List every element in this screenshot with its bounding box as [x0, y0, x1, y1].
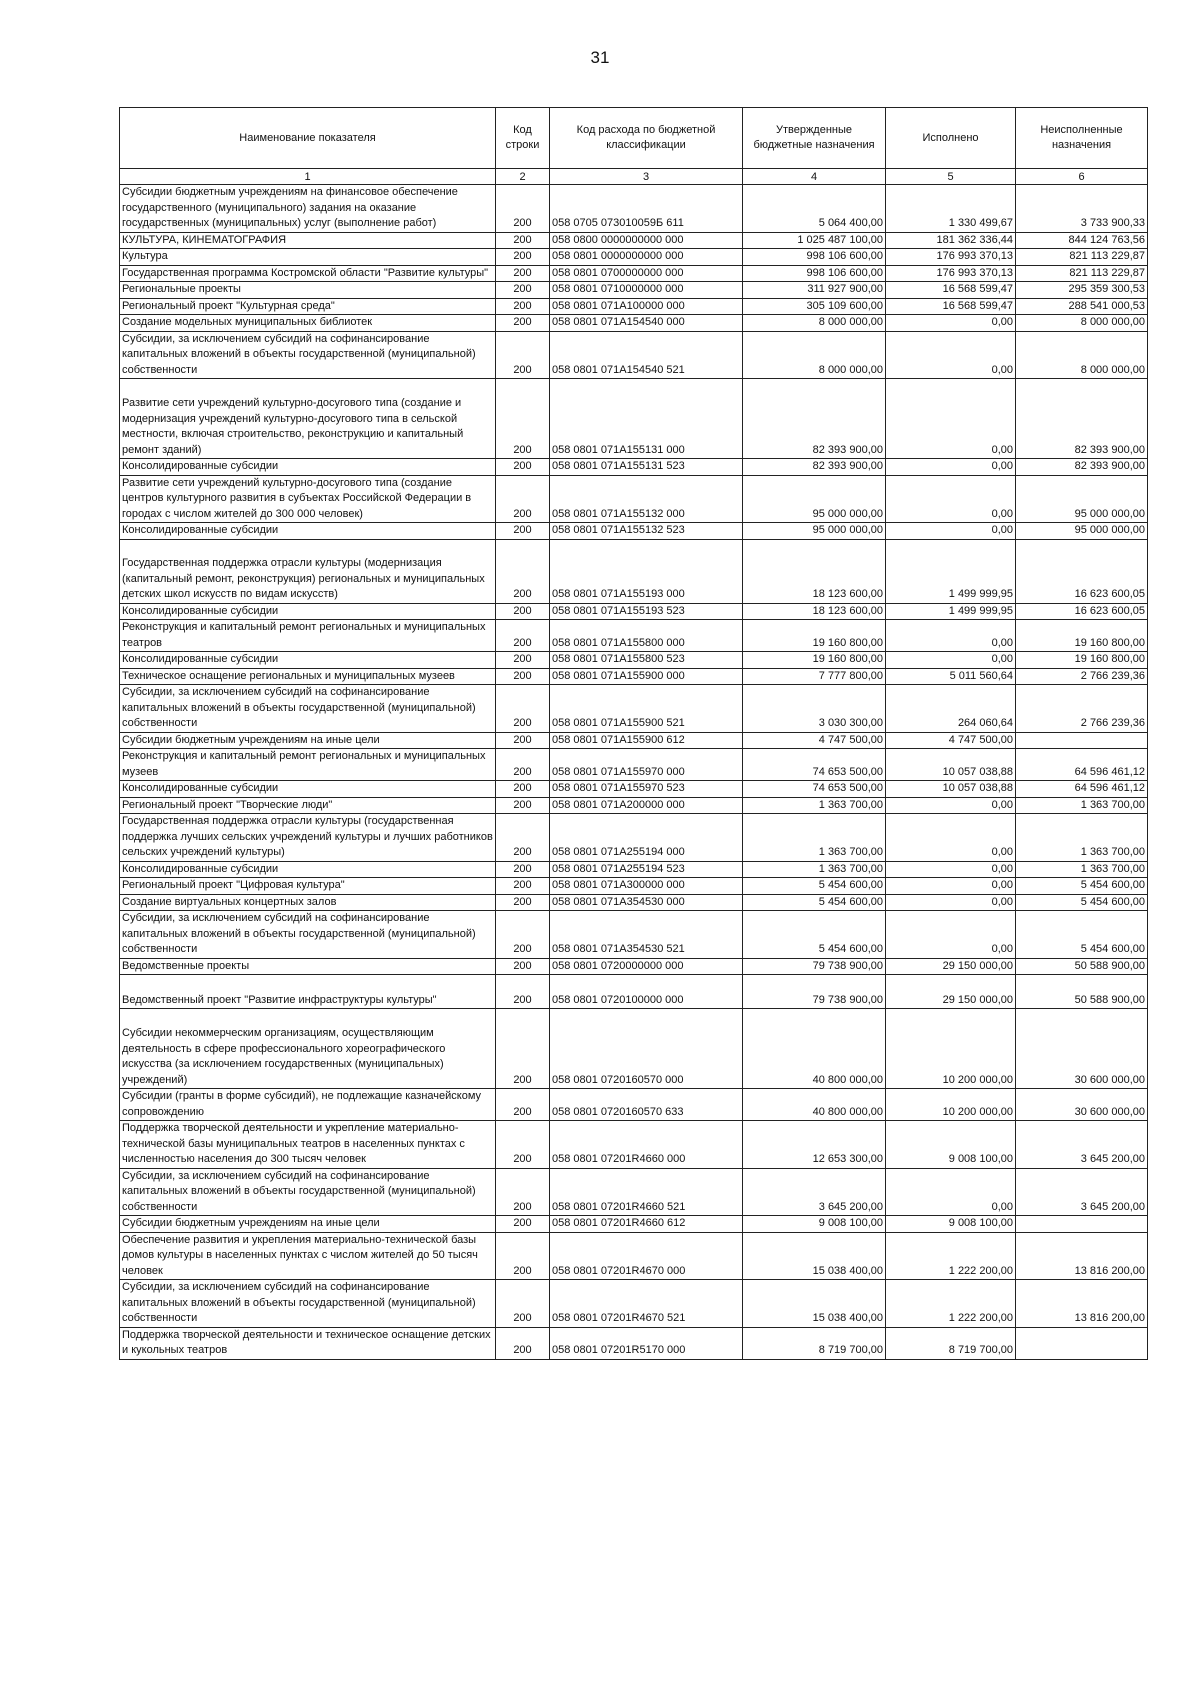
row-unexecuted-amount: 82 393 900,00	[1016, 459, 1148, 476]
row-unexecuted-amount: 16 623 600,05	[1016, 603, 1148, 620]
table-body	[120, 185, 1148, 1360]
table-row	[120, 975, 1148, 1009]
row-name: Реконструкция и капитальный ремонт региональных и муниципальных театров	[120, 620, 496, 652]
row-unexecuted-amount	[1016, 732, 1148, 749]
row-name: Субсидии бюджетным учреждениям на иные цели	[120, 732, 496, 749]
row-name: Развитие сети учреждений культурно-досугового типа (создание центров культурного развития в субъектах Российской Федерации в городах с числом жителей до 300 000 человек)	[120, 475, 496, 523]
column-number: 1	[120, 169, 496, 185]
table-row	[120, 232, 1148, 249]
row-code: 200	[496, 539, 550, 603]
row-approved-amount: 40 800 000,00	[743, 1009, 886, 1089]
row-code: 200	[496, 232, 550, 249]
row-code: 200	[496, 1089, 550, 1121]
row-unexecuted-amount: 3 733 900,33	[1016, 185, 1148, 233]
row-name: Техническое оснащение региональных и муниципальных музеев	[120, 668, 496, 685]
row-approved-amount: 8 719 700,00	[743, 1327, 886, 1359]
row-executed-amount: 0,00	[886, 652, 1016, 669]
table-row	[120, 797, 1148, 814]
row-classification-code: 058 0801 0720160570 000	[550, 1009, 743, 1089]
row-approved-amount: 79 738 900,00	[743, 958, 886, 975]
row-name: Обеспечение развития и укрепления материально-технической базы домов культуры в населенных пунктах с числом жителей до 50 тысяч человек	[120, 1232, 496, 1280]
row-name: Ведомственный проект "Развитие инфраструктуры культуры"	[120, 975, 496, 1009]
table-row	[120, 878, 1148, 895]
row-approved-amount: 74 653 500,00	[743, 781, 886, 798]
row-name: Поддержка творческой деятельности и техническое оснащение детских и кукольных театров	[120, 1327, 496, 1359]
table-row	[120, 1280, 1148, 1328]
row-classification-code: 058 0801 07201R4670 000	[550, 1232, 743, 1280]
row-classification-code: 058 0705 073010059Б 611	[550, 185, 743, 233]
table-row	[120, 620, 1148, 652]
row-unexecuted-amount: 64 596 461,12	[1016, 749, 1148, 781]
row-name: Субсидии некоммерческим организациям, осуществляющим деятельность в сфере профессионального хореографического искусства (за исключением государственных (муниципальных) учреждений)	[120, 1009, 496, 1089]
row-code: 200	[496, 1121, 550, 1169]
table-row	[120, 1168, 1148, 1216]
table-row	[120, 1216, 1148, 1233]
table-row	[120, 861, 1148, 878]
table-row	[120, 331, 1148, 379]
table-row	[120, 1009, 1148, 1089]
row-executed-amount: 29 150 000,00	[886, 958, 1016, 975]
row-classification-code: 058 0801 071А154540 000	[550, 315, 743, 332]
row-classification-code: 058 0801 071А154540 521	[550, 331, 743, 379]
row-code: 200	[496, 523, 550, 540]
row-unexecuted-amount: 13 816 200,00	[1016, 1232, 1148, 1280]
table-row	[120, 958, 1148, 975]
row-unexecuted-amount: 1 363 700,00	[1016, 861, 1148, 878]
row-approved-amount: 79 738 900,00	[743, 975, 886, 1009]
row-classification-code: 058 0801 071А354530 000	[550, 894, 743, 911]
row-unexecuted-amount: 13 816 200,00	[1016, 1280, 1148, 1328]
row-classification-code: 058 0801 071А155900 612	[550, 732, 743, 749]
row-code: 200	[496, 749, 550, 781]
row-approved-amount: 3 030 300,00	[743, 685, 886, 733]
row-name: Развитие сети учреждений культурно-досугового типа (создание и модернизация учреждений культурно-досугового типа в сельской местности, включая строительство, реконструкцию и капитальный ремонт зданий)	[120, 379, 496, 459]
table-row	[120, 603, 1148, 620]
row-classification-code: 058 0801 071А155132 523	[550, 523, 743, 540]
row-classification-code: 058 0801 071А155970 000	[550, 749, 743, 781]
table-row	[120, 732, 1148, 749]
row-unexecuted-amount: 1 363 700,00	[1016, 797, 1148, 814]
row-name: Субсидии (гранты в форме субсидий), не подлежащие казначейскому сопровождению	[120, 1089, 496, 1121]
row-classification-code: 058 0801 0710000000 000	[550, 282, 743, 299]
row-executed-amount: 0,00	[886, 379, 1016, 459]
row-classification-code: 058 0801 071А155970 523	[550, 781, 743, 798]
row-unexecuted-amount: 50 588 900,00	[1016, 958, 1148, 975]
row-classification-code: 058 0801 071А300000 000	[550, 878, 743, 895]
table-row	[120, 523, 1148, 540]
row-name: Региональные проекты	[120, 282, 496, 299]
budget-table-container	[119, 107, 1147, 1360]
row-approved-amount: 8 000 000,00	[743, 315, 886, 332]
row-unexecuted-amount	[1016, 1327, 1148, 1359]
row-classification-code: 058 0801 071А155131 000	[550, 379, 743, 459]
row-classification-code: 058 0801 07201R4670 521	[550, 1280, 743, 1328]
row-unexecuted-amount	[1016, 1216, 1148, 1233]
row-name: Субсидии, за исключением субсидий на софинансирование капитальных вложений в объекты государственной (муниципальной) собственности	[120, 1168, 496, 1216]
row-executed-amount: 1 499 999,95	[886, 603, 1016, 620]
row-classification-code: 058 0801 071А255194 523	[550, 861, 743, 878]
table-row	[120, 1089, 1148, 1121]
row-approved-amount: 82 393 900,00	[743, 379, 886, 459]
row-unexecuted-amount: 64 596 461,12	[1016, 781, 1148, 798]
row-unexecuted-amount: 8 000 000,00	[1016, 315, 1148, 332]
row-name: Региональный проект "Культурная среда"	[120, 298, 496, 315]
table-row	[120, 911, 1148, 959]
row-approved-amount: 15 038 400,00	[743, 1232, 886, 1280]
table-row	[120, 185, 1148, 233]
row-unexecuted-amount: 5 454 600,00	[1016, 878, 1148, 895]
row-executed-amount: 8 719 700,00	[886, 1327, 1016, 1359]
table-row	[120, 1232, 1148, 1280]
row-approved-amount: 8 000 000,00	[743, 331, 886, 379]
row-classification-code: 058 0801 071А200000 000	[550, 797, 743, 814]
row-code: 200	[496, 797, 550, 814]
row-code: 200	[496, 685, 550, 733]
column-number: 2	[496, 169, 550, 185]
table-row	[120, 379, 1148, 459]
table-row	[120, 1121, 1148, 1169]
row-classification-code: 058 0801 071А155131 523	[550, 459, 743, 476]
row-code: 200	[496, 459, 550, 476]
row-executed-amount: 16 568 599,47	[886, 298, 1016, 315]
row-name: Создание модельных муниципальных библиотек	[120, 315, 496, 332]
column-number: 6	[1016, 169, 1148, 185]
row-approved-amount: 998 106 600,00	[743, 265, 886, 282]
row-code: 200	[496, 331, 550, 379]
row-executed-amount: 1 222 200,00	[886, 1280, 1016, 1328]
table-header-row	[120, 108, 1148, 169]
row-approved-amount: 82 393 900,00	[743, 459, 886, 476]
row-unexecuted-amount: 2 766 239,36	[1016, 668, 1148, 685]
column-number-row	[120, 169, 1148, 185]
row-unexecuted-amount: 2 766 239,36	[1016, 685, 1148, 733]
row-code: 200	[496, 185, 550, 233]
row-name: Субсидии бюджетным учреждениям на иные цели	[120, 1216, 496, 1233]
row-executed-amount: 176 993 370,13	[886, 265, 1016, 282]
header-code: Код строки	[496, 108, 550, 169]
table-row	[120, 652, 1148, 669]
row-classification-code: 058 0801 071А155193 523	[550, 603, 743, 620]
row-executed-amount: 0,00	[886, 523, 1016, 540]
row-name: Государственная поддержка отрасли культуры (модернизация (капитальный ремонт, реконструкция) региональных и муниципальных детских школ искусств по видам искусств)	[120, 539, 496, 603]
row-classification-code: 058 0801 071А354530 521	[550, 911, 743, 959]
row-code: 200	[496, 603, 550, 620]
row-approved-amount: 18 123 600,00	[743, 539, 886, 603]
row-code: 200	[496, 282, 550, 299]
header-unexecuted: Неисполненные назначения	[1016, 108, 1148, 169]
row-code: 200	[496, 975, 550, 1009]
row-name: Субсидии, за исключением субсидий на софинансирование капитальных вложений в объекты государственной (муниципальной) собственности	[120, 1280, 496, 1328]
row-classification-code: 058 0801 07201R4660 521	[550, 1168, 743, 1216]
row-unexecuted-amount: 82 393 900,00	[1016, 379, 1148, 459]
row-unexecuted-amount: 3 645 200,00	[1016, 1168, 1148, 1216]
row-approved-amount: 3 645 200,00	[743, 1168, 886, 1216]
row-unexecuted-amount: 50 588 900,00	[1016, 975, 1148, 1009]
row-code: 200	[496, 1009, 550, 1089]
row-executed-amount: 0,00	[886, 797, 1016, 814]
row-unexecuted-amount: 19 160 800,00	[1016, 620, 1148, 652]
row-approved-amount: 998 106 600,00	[743, 249, 886, 266]
row-unexecuted-amount: 19 160 800,00	[1016, 652, 1148, 669]
row-executed-amount: 16 568 599,47	[886, 282, 1016, 299]
row-name: Субсидии, за исключением субсидий на софинансирование капитальных вложений в объекты государственной (муниципальной) собственности	[120, 331, 496, 379]
table-row	[120, 1327, 1148, 1359]
row-executed-amount: 0,00	[886, 331, 1016, 379]
row-unexecuted-amount: 30 600 000,00	[1016, 1089, 1148, 1121]
row-name: Культура	[120, 249, 496, 266]
table-row	[120, 749, 1148, 781]
column-number: 4	[743, 169, 886, 185]
row-unexecuted-amount: 295 359 300,53	[1016, 282, 1148, 299]
row-name: Консолидированные субсидии	[120, 781, 496, 798]
row-name: КУЛЬТУРА, КИНЕМАТОГРАФИЯ	[120, 232, 496, 249]
row-approved-amount: 18 123 600,00	[743, 603, 886, 620]
row-classification-code: 058 0800 0000000000 000	[550, 232, 743, 249]
row-approved-amount: 1 025 487 100,00	[743, 232, 886, 249]
row-executed-amount: 1 330 499,67	[886, 185, 1016, 233]
row-executed-amount: 0,00	[886, 894, 1016, 911]
table-row	[120, 814, 1148, 862]
row-name: Создание виртуальных концертных залов	[120, 894, 496, 911]
row-executed-amount: 0,00	[886, 1168, 1016, 1216]
header-name: Наименование показателя	[120, 108, 496, 169]
row-name: Консолидированные субсидии	[120, 523, 496, 540]
row-name: Субсидии, за исключением субсидий на софинансирование капитальных вложений в объекты государственной (муниципальной) собственности	[120, 685, 496, 733]
row-name: Региональный проект "Творческие люди"	[120, 797, 496, 814]
row-executed-amount: 9 008 100,00	[886, 1121, 1016, 1169]
row-classification-code: 058 0801 071А155132 000	[550, 475, 743, 523]
row-name: Субсидии бюджетным учреждениям на финансовое обеспечение государственного (муниципального) задания на оказание государственных (муниципальных) услуг (выполнение работ)	[120, 185, 496, 233]
row-approved-amount: 9 008 100,00	[743, 1216, 886, 1233]
row-name: Консолидированные субсидии	[120, 652, 496, 669]
row-name: Государственная поддержка отрасли культуры (государственная поддержка лучших сельских учреждений культуры и лучших работников сельских учреждений культуры)	[120, 814, 496, 862]
row-classification-code: 058 0801 0720000000 000	[550, 958, 743, 975]
row-approved-amount: 305 109 600,00	[743, 298, 886, 315]
row-approved-amount: 1 363 700,00	[743, 814, 886, 862]
row-classification-code: 058 0801 071А155900 000	[550, 668, 743, 685]
row-code: 200	[496, 878, 550, 895]
row-code: 200	[496, 1280, 550, 1328]
row-code: 200	[496, 1327, 550, 1359]
row-name: Ведомственные проекты	[120, 958, 496, 975]
row-name: Консолидированные субсидии	[120, 603, 496, 620]
row-classification-code: 058 0801 07201R4660 612	[550, 1216, 743, 1233]
row-name: Консолидированные субсидии	[120, 459, 496, 476]
row-approved-amount: 15 038 400,00	[743, 1280, 886, 1328]
row-name: Региональный проект "Цифровая культура"	[120, 878, 496, 895]
row-approved-amount: 5 454 600,00	[743, 911, 886, 959]
row-unexecuted-amount: 8 000 000,00	[1016, 331, 1148, 379]
row-unexecuted-amount: 5 454 600,00	[1016, 894, 1148, 911]
page-number: 31	[590, 48, 610, 67]
table-row	[120, 315, 1148, 332]
row-code: 200	[496, 315, 550, 332]
row-approved-amount: 19 160 800,00	[743, 652, 886, 669]
row-executed-amount: 10 057 038,88	[886, 749, 1016, 781]
row-approved-amount: 5 064 400,00	[743, 185, 886, 233]
table-row	[120, 298, 1148, 315]
column-number: 5	[886, 169, 1016, 185]
row-executed-amount: 0,00	[886, 475, 1016, 523]
row-approved-amount: 1 363 700,00	[743, 797, 886, 814]
row-classification-code: 058 0801 071А100000 000	[550, 298, 743, 315]
row-approved-amount: 95 000 000,00	[743, 475, 886, 523]
row-code: 200	[496, 911, 550, 959]
row-executed-amount: 264 060,64	[886, 685, 1016, 733]
row-classification-code: 058 0801 0720160570 633	[550, 1089, 743, 1121]
row-name: Поддержка творческой деятельности и укрепление материально-технической базы муниципальных театров в населенных пунктах с численностью населения до 300 тысяч человек	[120, 1121, 496, 1169]
table-row	[120, 894, 1148, 911]
row-name: Консолидированные субсидии	[120, 861, 496, 878]
row-code: 200	[496, 475, 550, 523]
row-classification-code: 058 0801 071А155800 523	[550, 652, 743, 669]
column-number: 3	[550, 169, 743, 185]
header-executed: Исполнено	[886, 108, 1016, 169]
row-executed-amount: 5 011 560,64	[886, 668, 1016, 685]
row-name: Субсидии, за исключением субсидий на софинансирование капитальных вложений в объекты государственной (муниципальной) собственности	[120, 911, 496, 959]
row-unexecuted-amount: 95 000 000,00	[1016, 475, 1148, 523]
row-executed-amount: 1 222 200,00	[886, 1232, 1016, 1280]
row-executed-amount: 10 057 038,88	[886, 781, 1016, 798]
row-executed-amount: 0,00	[886, 911, 1016, 959]
row-executed-amount: 0,00	[886, 814, 1016, 862]
table-row	[120, 781, 1148, 798]
row-code: 200	[496, 1232, 550, 1280]
row-approved-amount: 19 160 800,00	[743, 620, 886, 652]
row-approved-amount: 1 363 700,00	[743, 861, 886, 878]
row-code: 200	[496, 620, 550, 652]
header-approved: Утвержденные бюджетные назначения	[743, 108, 886, 169]
row-unexecuted-amount: 5 454 600,00	[1016, 911, 1148, 959]
row-executed-amount: 0,00	[886, 878, 1016, 895]
row-executed-amount: 10 200 000,00	[886, 1009, 1016, 1089]
row-approved-amount: 12 653 300,00	[743, 1121, 886, 1169]
row-code: 200	[496, 781, 550, 798]
row-classification-code: 058 0801 0700000000 000	[550, 265, 743, 282]
row-approved-amount: 74 653 500,00	[743, 749, 886, 781]
row-unexecuted-amount: 1 363 700,00	[1016, 814, 1148, 862]
row-code: 200	[496, 249, 550, 266]
row-unexecuted-amount: 288 541 000,53	[1016, 298, 1148, 315]
row-unexecuted-amount: 821 113 229,87	[1016, 265, 1148, 282]
row-executed-amount: 4 747 500,00	[886, 732, 1016, 749]
header-classification: Код расхода по бюджетной классификации	[550, 108, 743, 169]
row-code: 200	[496, 894, 550, 911]
row-code: 200	[496, 861, 550, 878]
row-approved-amount: 40 800 000,00	[743, 1089, 886, 1121]
row-executed-amount: 9 008 100,00	[886, 1216, 1016, 1233]
row-approved-amount: 4 747 500,00	[743, 732, 886, 749]
row-executed-amount: 181 362 336,44	[886, 232, 1016, 249]
row-code: 200	[496, 265, 550, 282]
row-code: 200	[496, 668, 550, 685]
table-row	[120, 282, 1148, 299]
row-unexecuted-amount: 30 600 000,00	[1016, 1009, 1148, 1089]
table-row	[120, 249, 1148, 266]
row-code: 200	[496, 1216, 550, 1233]
table-row	[120, 685, 1148, 733]
table-row	[120, 539, 1148, 603]
row-approved-amount: 311 927 900,00	[743, 282, 886, 299]
row-code: 200	[496, 298, 550, 315]
row-classification-code: 058 0801 07201R5170 000	[550, 1327, 743, 1359]
row-code: 200	[496, 379, 550, 459]
row-executed-amount: 0,00	[886, 315, 1016, 332]
row-code: 200	[496, 1168, 550, 1216]
row-executed-amount: 1 499 999,95	[886, 539, 1016, 603]
row-executed-amount: 29 150 000,00	[886, 975, 1016, 1009]
row-approved-amount: 5 454 600,00	[743, 894, 886, 911]
row-name: Реконструкция и капитальный ремонт региональных и муниципальных музеев	[120, 749, 496, 781]
row-classification-code: 058 0801 071А155800 000	[550, 620, 743, 652]
row-code: 200	[496, 652, 550, 669]
row-unexecuted-amount: 821 113 229,87	[1016, 249, 1148, 266]
row-executed-amount: 10 200 000,00	[886, 1089, 1016, 1121]
row-approved-amount: 7 777 800,00	[743, 668, 886, 685]
table-row	[120, 459, 1148, 476]
row-code: 200	[496, 732, 550, 749]
row-executed-amount: 0,00	[886, 620, 1016, 652]
row-code: 200	[496, 958, 550, 975]
row-approved-amount: 95 000 000,00	[743, 523, 886, 540]
row-executed-amount: 0,00	[886, 861, 1016, 878]
row-unexecuted-amount: 3 645 200,00	[1016, 1121, 1148, 1169]
row-unexecuted-amount: 844 124 763,56	[1016, 232, 1148, 249]
row-classification-code: 058 0801 071А155193 000	[550, 539, 743, 603]
row-classification-code: 058 0801 071А255194 000	[550, 814, 743, 862]
row-unexecuted-amount: 16 623 600,05	[1016, 539, 1148, 603]
row-classification-code: 058 0801 0000000000 000	[550, 249, 743, 266]
row-classification-code: 058 0801 071А155900 521	[550, 685, 743, 733]
table-row	[120, 475, 1148, 523]
row-name: Государственная программа Костромской области "Развитие культуры"	[120, 265, 496, 282]
row-classification-code: 058 0801 07201R4660 000	[550, 1121, 743, 1169]
table-row	[120, 265, 1148, 282]
table-row	[120, 668, 1148, 685]
row-approved-amount: 5 454 600,00	[743, 878, 886, 895]
row-classification-code: 058 0801 0720100000 000	[550, 975, 743, 1009]
budget-execution-table	[119, 107, 1148, 1360]
row-executed-amount: 176 993 370,13	[886, 249, 1016, 266]
row-executed-amount: 0,00	[886, 459, 1016, 476]
row-code: 200	[496, 814, 550, 862]
row-unexecuted-amount: 95 000 000,00	[1016, 523, 1148, 540]
